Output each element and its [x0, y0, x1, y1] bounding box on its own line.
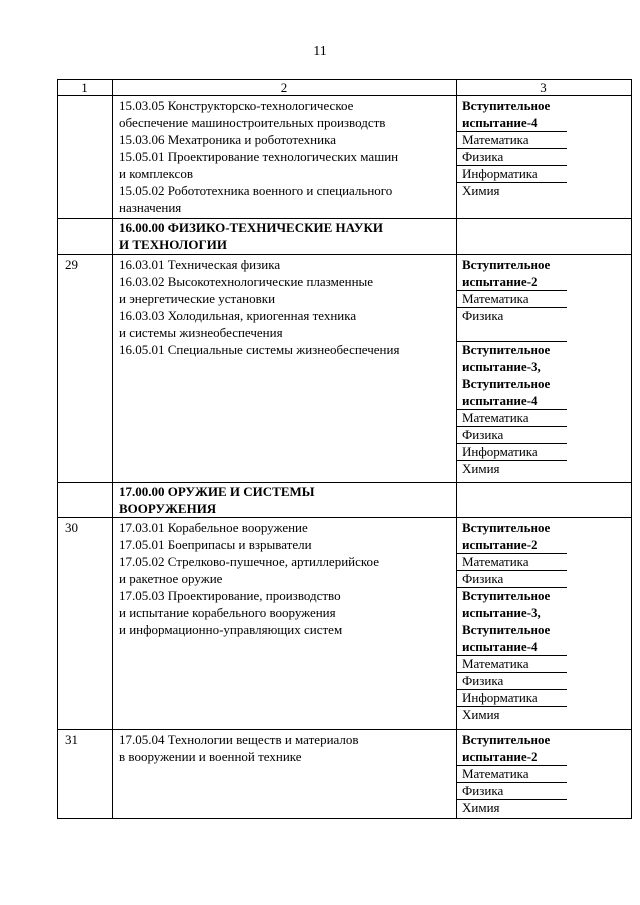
exam-subject: Математика: [462, 291, 529, 306]
specialty-line: 15.05.01 Проектирование технологических машин: [119, 149, 399, 164]
exam-underline: [457, 148, 567, 149]
exam-subject: Физика: [462, 673, 504, 688]
exam-subject: Математика: [462, 410, 529, 425]
exam-heading: испытание-2: [462, 537, 538, 552]
exam-underline: [457, 182, 567, 183]
specialty-line: 16.03.02 Высокотехнологические плазменные: [119, 274, 374, 289]
exam-subject: Математика: [462, 656, 529, 671]
col-divider-1: [112, 79, 113, 819]
exam-underline: [457, 587, 567, 588]
specialties-cell: [119, 519, 379, 638]
col-divider-2: [456, 79, 457, 819]
exam-subject: Химия: [462, 707, 500, 722]
exam-underline: [457, 655, 567, 656]
specialties-cell: [119, 256, 399, 358]
table-bottom-border: [57, 818, 632, 819]
group-heading-line: 17.00.00 ОРУЖИЕ И СИСТЕМЫ: [119, 484, 315, 499]
table-right-border: [631, 79, 632, 819]
exam-subject: Физика: [462, 427, 504, 442]
row-border: [57, 254, 632, 255]
exam-underline: [457, 782, 567, 783]
row-number: 31: [65, 732, 78, 747]
specialty-line: 15.03.06 Мехатроника и робототехника: [119, 132, 336, 147]
exam-underline: [457, 689, 567, 690]
exam-heading: испытание-4: [462, 115, 538, 130]
row-border: [57, 517, 632, 518]
specialty-line: 17.03.01 Корабельное вооружение: [119, 520, 308, 535]
exam-underline: [457, 706, 567, 707]
exam-subject: Математика: [462, 766, 529, 781]
exam-underline: [457, 409, 567, 410]
exams-cell: [462, 731, 550, 816]
specialty-line: 15.03.05 Конструкторско-технологическое: [119, 98, 354, 113]
admission-table: [57, 79, 632, 819]
exam-heading: испытание-2: [462, 274, 538, 289]
exam-heading: Вступительное: [462, 376, 551, 391]
exam-heading: Вступительное: [462, 622, 551, 637]
header-col-3: 3: [540, 80, 547, 95]
specialty-line: 16.05.01 Специальные системы жизнеобеспечения: [119, 342, 400, 357]
specialty-line: и информационно-управляющих систем: [119, 622, 343, 637]
exam-heading: Вступительное: [462, 98, 551, 113]
exam-heading: испытание-3,: [462, 605, 541, 620]
exam-subject: Физика: [462, 149, 504, 164]
specialty-line: и комплексов: [119, 166, 193, 181]
exam-heading: Вступительное: [462, 257, 551, 272]
exam-underline: [457, 165, 567, 166]
row-number: 29: [65, 257, 78, 272]
exam-heading: Вступительное: [462, 520, 551, 535]
group-heading-line: ВООРУЖЕНИЯ: [119, 501, 217, 516]
specialty-line: 16.03.03 Холодильная, криогенная техника: [119, 308, 357, 323]
exam-underline: [457, 131, 567, 132]
exam-heading: испытание-4: [462, 393, 538, 408]
exam-heading: Вступительное: [462, 588, 551, 603]
exam-subject: Химия: [462, 800, 500, 815]
exam-subject: Химия: [462, 461, 500, 476]
exam-heading: испытание-3,: [462, 359, 541, 374]
group-heading-line: И ТЕХНОЛОГИИ: [119, 237, 227, 252]
exam-heading: испытание-4: [462, 639, 538, 654]
exam-underline: [457, 307, 567, 308]
row-number: 30: [65, 520, 78, 535]
exam-underline: [457, 443, 567, 444]
table-left-border: [57, 79, 58, 819]
exam-subject: Информатика: [462, 690, 538, 705]
exam-underline: [457, 799, 567, 800]
group-heading-line: 16.00.00 ФИЗИКО-ТЕХНИЧЕСКИЕ НАУКИ: [119, 220, 383, 235]
specialty-line: назначения: [119, 200, 182, 215]
exam-subject: Физика: [462, 308, 504, 323]
specialties-cell: [119, 97, 398, 216]
exam-subject: Химия: [462, 183, 500, 198]
specialty-line: 17.05.01 Боеприпасы и взрыватели: [119, 537, 312, 552]
specialties-cell: [119, 731, 359, 765]
specialty-line: и испытание корабельного вооружения: [119, 605, 336, 620]
exam-underline: [457, 426, 567, 427]
group-heading-16: [119, 219, 383, 253]
exam-underline: [457, 672, 567, 673]
exam-heading: испытание-2: [462, 749, 538, 764]
exam-underline: [457, 290, 567, 291]
exam-subject: Физика: [462, 571, 504, 586]
exam-underline: [457, 553, 567, 554]
page-number: 11: [313, 44, 327, 59]
exam-underline: [457, 460, 567, 461]
specialty-line: в вооружении и военной технике: [119, 749, 302, 764]
exam-subject: Математика: [462, 554, 529, 569]
row-border: [57, 729, 632, 730]
exam-underline: [457, 570, 567, 571]
exam-subject: Информатика: [462, 166, 538, 181]
exam-subject: Информатика: [462, 444, 538, 459]
specialty-line: и ракетное оружие: [119, 571, 223, 586]
exam-underline: [457, 765, 567, 766]
header-col-2: 2: [280, 80, 288, 95]
specialty-line: 15.05.02 Робототехника военного и специального: [119, 183, 393, 198]
exam-heading: Вступительное: [462, 732, 551, 747]
group-heading-17: [119, 483, 315, 517]
specialty-line: 16.03.01 Техническая физика: [119, 257, 281, 272]
header-col-1: 1: [81, 80, 88, 95]
exam-heading: Вступительное: [462, 342, 551, 357]
specialty-line: обеспечение машиностроительных производств: [119, 115, 386, 130]
exam-underline: [457, 341, 567, 342]
exam-subject: Физика: [462, 783, 504, 798]
specialty-line: и системы жизнеобеспечения: [119, 325, 283, 340]
specialty-line: 17.05.04 Технологии веществ и материалов: [119, 732, 359, 747]
exams-cell: [462, 519, 550, 723]
exam-subject: Математика: [462, 132, 529, 147]
specialty-line: 17.05.02 Стрелково-пушечное, артиллерийское: [119, 554, 379, 569]
specialty-line: и энергетические установки: [119, 291, 276, 306]
specialty-line: 17.05.03 Проектирование, производство: [119, 588, 341, 603]
